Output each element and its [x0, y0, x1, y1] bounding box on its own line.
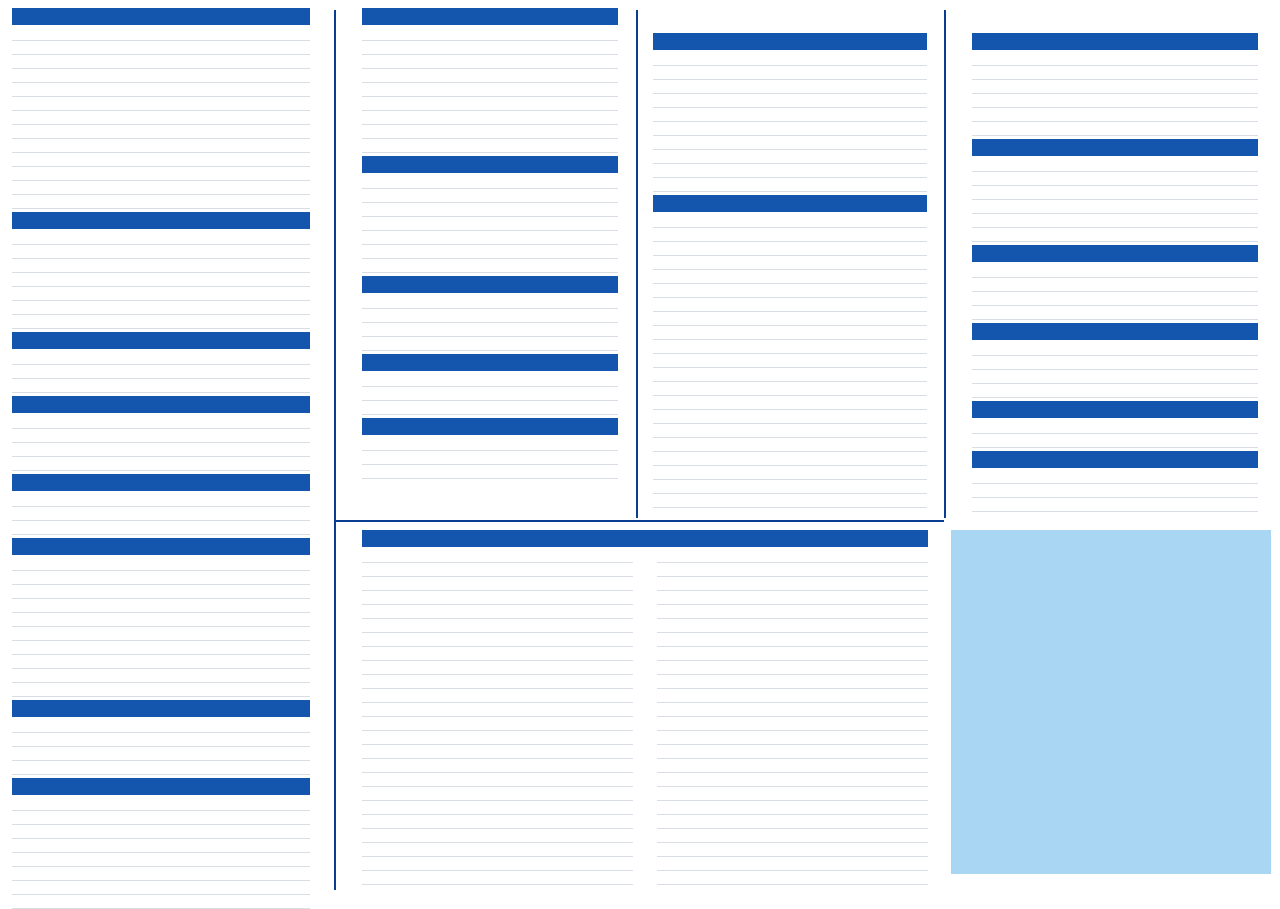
section-header	[12, 396, 310, 413]
price-row	[12, 55, 310, 69]
price-row	[362, 401, 618, 415]
price-row	[972, 420, 1258, 434]
price-row	[362, 323, 618, 337]
column-3	[653, 8, 927, 536]
price-row	[972, 264, 1258, 278]
price-row	[657, 787, 928, 801]
price-row	[362, 773, 633, 787]
price-row	[12, 379, 310, 393]
price-row	[12, 627, 310, 641]
price-row	[362, 801, 633, 815]
price-row	[362, 619, 633, 633]
price-row	[12, 641, 310, 655]
price-row	[362, 437, 618, 451]
price-row	[972, 186, 1258, 200]
section-header	[12, 778, 310, 795]
column-heading	[653, 8, 927, 30]
column-divider	[944, 10, 946, 518]
price-row	[653, 382, 927, 396]
price-row	[653, 164, 927, 178]
section-header	[972, 139, 1258, 156]
price-row	[12, 599, 310, 613]
price-row	[972, 434, 1258, 448]
section-header	[972, 401, 1258, 418]
price-row	[362, 815, 633, 829]
price-row	[972, 66, 1258, 80]
price-row	[657, 675, 928, 689]
price-row	[12, 733, 310, 747]
price-row	[657, 647, 928, 661]
price-row	[12, 27, 310, 41]
price-row	[12, 69, 310, 83]
price-row	[12, 797, 310, 811]
price-row	[653, 108, 927, 122]
price-row	[653, 94, 927, 108]
price-row	[653, 270, 927, 284]
price-row	[362, 689, 633, 703]
price-row	[362, 703, 633, 717]
section-header	[362, 354, 618, 371]
price-row	[653, 150, 927, 164]
price-row	[653, 312, 927, 326]
price-row	[12, 415, 310, 429]
price-row	[653, 66, 927, 80]
price-row	[657, 577, 928, 591]
price-row	[972, 80, 1258, 94]
price-row	[362, 563, 633, 577]
price-row	[12, 181, 310, 195]
price-row	[653, 284, 927, 298]
other-left-list	[362, 549, 633, 885]
price-row	[657, 815, 928, 829]
section-header	[362, 276, 618, 293]
price-row	[12, 259, 310, 273]
price-row	[362, 647, 633, 661]
price-row	[972, 470, 1258, 484]
price-row	[653, 228, 927, 242]
column-divider	[636, 10, 638, 518]
price-row	[657, 759, 928, 773]
price-row	[362, 787, 633, 801]
price-row	[12, 97, 310, 111]
price-row	[657, 843, 928, 857]
price-row	[657, 689, 928, 703]
price-row	[657, 619, 928, 633]
price-row	[362, 69, 618, 83]
price-row	[972, 384, 1258, 398]
price-row	[12, 839, 310, 853]
price-row	[362, 591, 633, 605]
price-row	[972, 278, 1258, 292]
price-row	[362, 465, 618, 479]
price-row	[362, 731, 633, 745]
price-row	[362, 309, 618, 323]
price-row	[657, 633, 928, 647]
price-row	[12, 825, 310, 839]
price-row	[362, 843, 633, 857]
price-row	[653, 52, 927, 66]
section-header	[12, 8, 310, 25]
price-row	[12, 881, 310, 895]
price-row	[12, 245, 310, 259]
section-header	[653, 195, 927, 212]
section-header	[12, 474, 310, 491]
section-header	[362, 530, 928, 547]
price-row	[12, 315, 310, 329]
price-row	[12, 585, 310, 599]
price-row	[653, 424, 927, 438]
other-columns	[362, 549, 928, 885]
price-row	[972, 214, 1258, 228]
price-row	[653, 494, 927, 508]
other-right-list	[657, 549, 928, 885]
price-row	[362, 633, 633, 647]
price-row	[362, 577, 633, 591]
price-row	[12, 231, 310, 245]
section-header	[12, 332, 310, 349]
price-row	[362, 55, 618, 69]
price-row	[972, 200, 1258, 214]
price-row	[972, 52, 1258, 66]
section-header	[12, 212, 310, 229]
section-header	[362, 8, 618, 25]
price-row	[972, 342, 1258, 356]
price-row	[362, 675, 633, 689]
price-row	[362, 829, 633, 843]
price-row	[12, 457, 310, 471]
section-header	[972, 33, 1258, 50]
price-row	[657, 857, 928, 871]
price-row	[12, 683, 310, 697]
price-row	[972, 292, 1258, 306]
price-row	[653, 214, 927, 228]
price-row	[12, 83, 310, 97]
price-row	[362, 337, 618, 351]
price-row	[653, 298, 927, 312]
price-row	[362, 27, 618, 41]
price-row	[653, 396, 927, 410]
price-row	[12, 655, 310, 669]
price-row	[653, 326, 927, 340]
price-row	[657, 563, 928, 577]
section-header	[362, 156, 618, 173]
price-row	[657, 801, 928, 815]
price-row	[12, 167, 310, 181]
price-row	[653, 80, 927, 94]
price-row	[12, 351, 310, 365]
price-row	[653, 178, 927, 192]
section-header	[972, 451, 1258, 468]
price-row	[972, 356, 1258, 370]
price-row	[12, 41, 310, 55]
price-row	[653, 136, 927, 150]
price-row	[362, 175, 618, 189]
price-row	[12, 139, 310, 153]
price-row	[362, 871, 633, 885]
price-row	[12, 557, 310, 571]
price-row	[362, 231, 618, 245]
price-row	[657, 731, 928, 745]
price-row	[362, 203, 618, 217]
price-row	[362, 259, 618, 273]
section-header	[653, 33, 927, 50]
price-row	[972, 108, 1258, 122]
price-row	[12, 287, 310, 301]
price-row	[653, 480, 927, 494]
price-row	[12, 507, 310, 521]
price-row	[972, 228, 1258, 242]
price-row	[362, 217, 618, 231]
price-row	[12, 895, 310, 909]
price-row	[653, 122, 927, 136]
column-heading	[972, 8, 1258, 30]
price-row	[12, 853, 310, 867]
price-row	[12, 153, 310, 167]
price-row	[653, 368, 927, 382]
column-divider	[334, 10, 336, 890]
price-row	[653, 410, 927, 424]
notes-panel	[951, 530, 1271, 874]
price-row	[653, 256, 927, 270]
price-row	[12, 125, 310, 139]
price-row	[653, 452, 927, 466]
price-row	[12, 571, 310, 585]
column-1	[12, 8, 310, 909]
price-row	[362, 745, 633, 759]
price-row	[362, 605, 633, 619]
price-row	[657, 871, 928, 885]
price-row	[657, 591, 928, 605]
section-header	[972, 323, 1258, 340]
price-row	[12, 761, 310, 775]
price-row	[362, 41, 618, 55]
column-2	[362, 8, 618, 479]
section-header	[972, 245, 1258, 262]
price-row	[657, 717, 928, 731]
price-row	[653, 354, 927, 368]
price-row	[657, 773, 928, 787]
price-row	[362, 125, 618, 139]
price-row	[362, 661, 633, 675]
price-row	[12, 493, 310, 507]
column-4	[972, 8, 1258, 512]
price-row	[362, 245, 618, 259]
price-row	[362, 451, 618, 465]
price-row	[972, 172, 1258, 186]
price-row	[12, 811, 310, 825]
price-row	[972, 158, 1258, 172]
price-row	[653, 466, 927, 480]
price-row	[657, 661, 928, 675]
price-row	[12, 111, 310, 125]
price-row	[12, 867, 310, 881]
price-row	[12, 365, 310, 379]
price-row	[12, 301, 310, 315]
price-row	[362, 857, 633, 871]
price-row	[362, 373, 618, 387]
section-header	[12, 538, 310, 555]
price-row	[972, 484, 1258, 498]
section-divider	[336, 520, 944, 522]
price-row	[657, 703, 928, 717]
price-row	[362, 549, 633, 563]
price-row	[362, 295, 618, 309]
price-row	[12, 273, 310, 287]
price-row	[657, 829, 928, 843]
price-row	[653, 242, 927, 256]
price-row	[972, 306, 1258, 320]
price-row	[362, 111, 618, 125]
price-row	[653, 340, 927, 354]
price-row	[12, 669, 310, 683]
price-row	[12, 521, 310, 535]
price-row	[12, 613, 310, 627]
price-row	[972, 498, 1258, 512]
price-row	[12, 747, 310, 761]
price-row	[362, 189, 618, 203]
price-row	[12, 195, 310, 209]
price-row	[972, 122, 1258, 136]
price-row	[362, 387, 618, 401]
price-row	[362, 139, 618, 153]
price-row	[362, 97, 618, 111]
price-row	[12, 719, 310, 733]
price-row	[362, 83, 618, 97]
section-header	[362, 418, 618, 435]
price-row	[12, 429, 310, 443]
section-header	[12, 700, 310, 717]
price-row	[657, 745, 928, 759]
price-row	[972, 370, 1258, 384]
other-section	[362, 530, 928, 885]
price-row	[972, 94, 1258, 108]
price-row	[362, 717, 633, 731]
price-row	[657, 549, 928, 563]
price-row	[653, 438, 927, 452]
price-row	[657, 605, 928, 619]
price-row	[12, 443, 310, 457]
price-row	[362, 759, 633, 773]
